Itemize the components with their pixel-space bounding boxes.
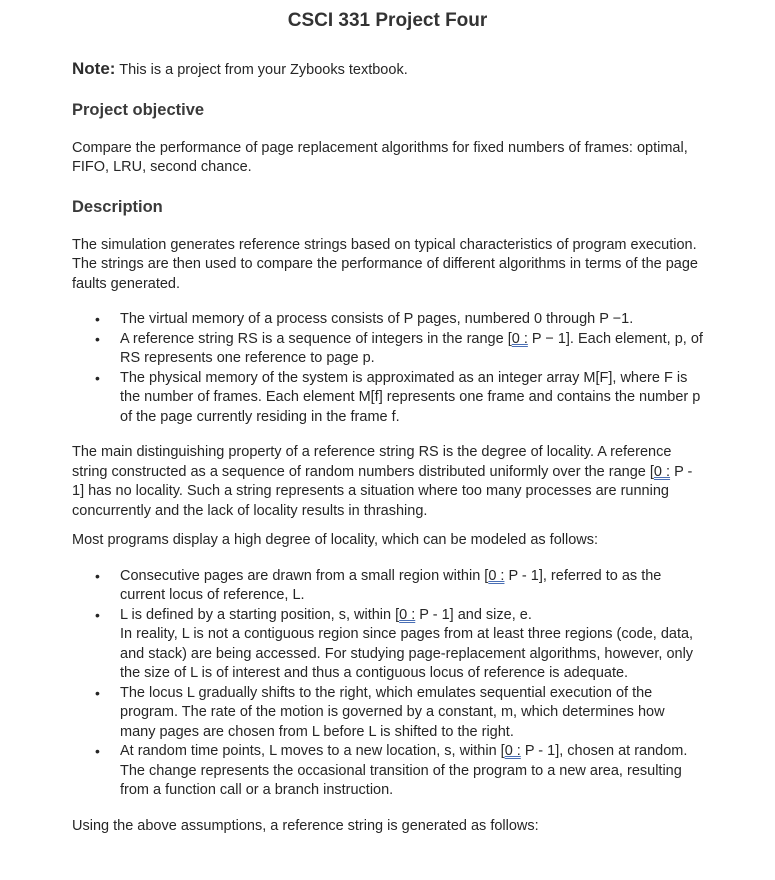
list-item: • L is defined by a starting position, s, within [0 : P - 1] and size, e. In reality, L is not a contiguous region since pages from at least three regions (code, data, and stack) are being accessed. For studying page-replacement algorithms, however, only the size of L is of interest and thus a contiguous locus of reference is adequate. [72, 606, 703, 684]
list-item: • The locus L gradually shifts to the right, which emulates sequential execution of the program. The rate of the motion is governed by a constant, m, which determines how many pages are chosen from L before L is shifted to the right. [72, 684, 703, 743]
list-item: • The virtual memory of a process consists of P pages, numbered 0 through P −1. [72, 310, 703, 330]
description-heading: Description [72, 197, 163, 216]
list-item: • At random time points, L moves to a new location, s, within [0 : P - 1], chosen at random. The change represents the occasional transition of the program to a new area, resulting from a function call or a branch instruction. [72, 742, 703, 801]
most-programs-paragraph: Most programs display a high degree of locality, which can be modeled as follows: [72, 532, 599, 548]
document-title: CSCI 331 Project Four [287, 10, 488, 31]
locality-paragraph: The main distinguishing property of a reference string RS is the degree of locality. A reference string constructed as a sequence of random numbers distributed uniformly over the range [0 : P - 1] has no locality. Such a string represents a situation where too many processes are running concurrently and the lack of locality results in thrashing. [72, 444, 693, 519]
list-item: • The physical memory of the system is approximated as an integer array M[F], where F is the number of frames. Each element M[f] represents one frame and contains the number p of the page currently residing in the frame f. [72, 369, 703, 428]
note-paragraph [72, 59, 703, 81]
note-text: This is a project from your Zybooks textbook. [115, 62, 408, 78]
objective-heading: Project objective [72, 100, 205, 119]
description-intro: The simulation generates reference strings based on typical characteristics of program execution. The strings are then used to compare the performance of different algorithms in terms of the page faults generated. [72, 236, 698, 292]
locality-bullet-list [72, 567, 703, 801]
list-item: • A reference string RS is a sequence of integers in the range [0 : P − 1]. Each element, p, of RS represents one reference to page p. [72, 330, 703, 369]
closing-paragraph: Using the above assumptions, a reference string is generated as follows: [72, 817, 539, 834]
list-item: • Consecutive pages are drawn from a small region within [0 : P - 1], referred to as the current locus of reference, L. [72, 567, 703, 606]
note-label: Note: [72, 59, 116, 78]
memory-bullet-list [72, 310, 703, 427]
objective-text: Compare the performance of page replacement algorithms for fixed numbers of frames: optimal, FIFO, LRU, second chance. [72, 139, 688, 175]
